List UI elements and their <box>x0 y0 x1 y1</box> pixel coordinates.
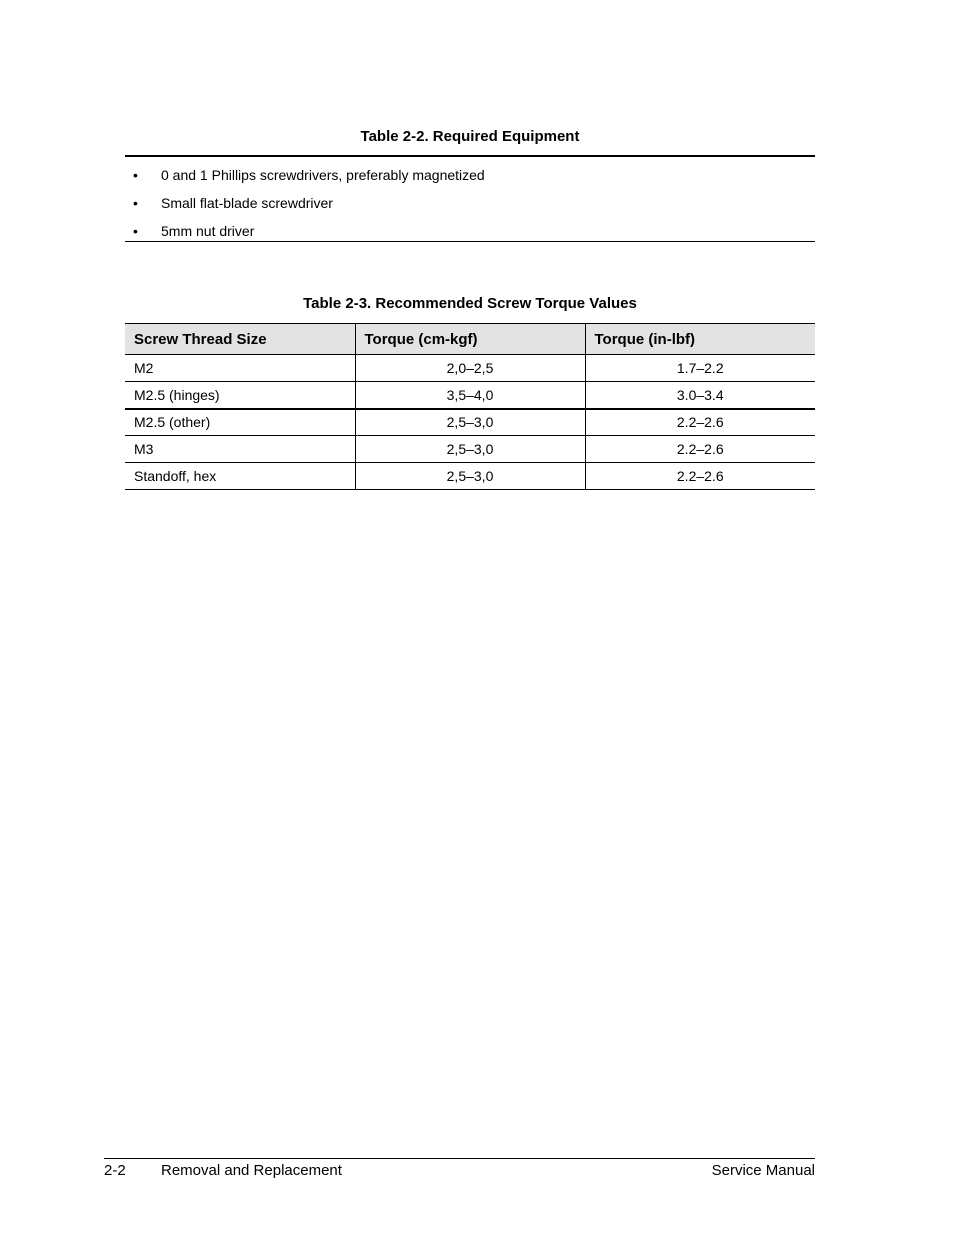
page-number: 2-2 <box>104 1162 126 1179</box>
cell-torque-cm-kgf: 2,5–3,0 <box>355 463 585 490</box>
cell-torque-cm-kgf: 2,5–3,0 <box>355 409 585 436</box>
cell-thread-size: M2 <box>125 355 355 382</box>
cell-thread-size: M3 <box>125 436 355 463</box>
list-item <box>125 217 815 245</box>
equipment-table-caption: Table 2-2. Required Equipment <box>360 128 580 145</box>
list-item <box>125 189 815 217</box>
bullet-icon: • <box>133 223 138 239</box>
column-header-thread-size: Screw Thread Size <box>125 324 355 355</box>
list-item-text: Small flat-blade screwdriver <box>161 195 333 211</box>
column-header-torque-cm-kgf: Torque (cm-kgf) <box>355 324 585 355</box>
torque-table-caption: Table 2-3. Recommended Screw Torque Values <box>303 295 637 312</box>
column-header-torque-in-lbf: Torque (in-lbf) <box>585 324 815 355</box>
table-row <box>125 382 815 409</box>
torque-table <box>125 323 815 490</box>
cell-torque-in-lbf: 2.2–2.6 <box>585 436 815 463</box>
table-header-row <box>125 324 815 355</box>
cell-torque-in-lbf: 3.0–3.4 <box>585 382 815 409</box>
table-row <box>125 463 815 490</box>
cell-thread-size: M2.5 (hinges) <box>125 382 355 409</box>
page-footer <box>104 1158 815 1179</box>
table-row <box>125 409 815 436</box>
cell-torque-cm-kgf: 3,5–4,0 <box>355 382 585 409</box>
table-row <box>125 436 815 463</box>
bullet-icon: • <box>133 195 138 211</box>
cell-torque-in-lbf: 2.2–2.6 <box>585 463 815 490</box>
cell-thread-size: Standoff, hex <box>125 463 355 490</box>
cell-torque-in-lbf: 1.7–2.2 <box>585 355 815 382</box>
footer-manual-title: Service Manual <box>711 1162 815 1179</box>
cell-torque-in-lbf: 2.2–2.6 <box>585 409 815 436</box>
list-item-text: 5mm nut driver <box>161 223 255 239</box>
bullet-icon: • <box>133 167 138 183</box>
equipment-list <box>125 155 815 242</box>
cell-thread-size: M2.5 (other) <box>125 409 355 436</box>
list-item-text: 0 and 1 Phillips screwdrivers, preferably magnetized <box>161 167 485 183</box>
list-item <box>125 161 815 189</box>
cell-torque-cm-kgf: 2,0–2,5 <box>355 355 585 382</box>
cell-torque-cm-kgf: 2,5–3,0 <box>355 436 585 463</box>
footer-section-title: Removal and Replacement <box>161 1162 342 1179</box>
table-row <box>125 355 815 382</box>
